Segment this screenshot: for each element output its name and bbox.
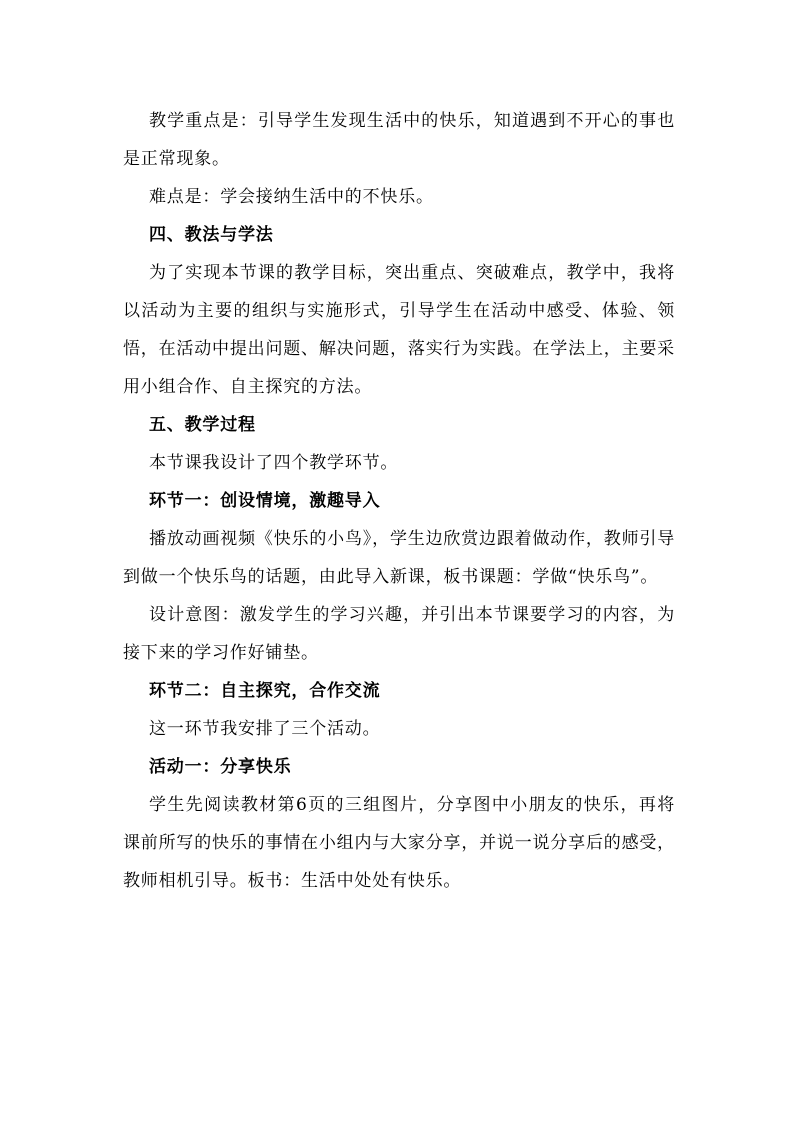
paragraph-difficulty: 难点是：学会接纳生活中的不快乐。 [149,187,434,207]
paragraph-stage-two-intro: 这一环节我安排了三个活动。 [149,719,381,739]
paragraph-activity-one: 学生先阅读教材第6页的三组图片，分享图中小朋友的快乐，再将课前所写的快乐的事情在小组内与大家分享，并说一说分享后的感受，教师相机引导。板书：生活中处处有快乐。 [123,795,675,891]
heading-stage-two: 环节二：自主探究，合作交流 [149,681,381,701]
paragraph-teaching-focus: 教学重点是：引导学生发现生活中的快乐，知道遇到不开心的事也是正常现象。 [123,111,675,169]
heading-methods: 四、教法与学法 [149,225,274,245]
paragraph-design-intent: 设计意图：激发学生的学习兴趣，并引出本节课要学习的内容，为接下来的学习作好铺垫。 [123,605,675,663]
heading-activity-one: 活动一：分享快乐 [149,757,292,777]
paragraph-methods: 为了实现本节课的教学目标，突出重点、突破难点，教学中，我将以活动为主要的组织与实施形式，引导学生在活动中感受、体验、领悟，在活动中提出问题、解决问题，落实行为实践。在学法上，主要采用小组合作、自主探究的方法。 [123,263,675,397]
paragraph-process-intro: 本节课我设计了四个教学环节。 [149,453,399,473]
document-body [123,102,675,900]
heading-process: 五、教学过程 [149,415,256,435]
heading-stage-one: 环节一：创设情境，激趣导入 [149,491,381,511]
paragraph-stage-one: 播放动画视频《快乐的小鸟》，学生边欣赏边跟着做动作，教师引导到做一个快乐鸟的话题，由此导入新课，板书课题：学做“快乐鸟”。 [123,529,675,587]
